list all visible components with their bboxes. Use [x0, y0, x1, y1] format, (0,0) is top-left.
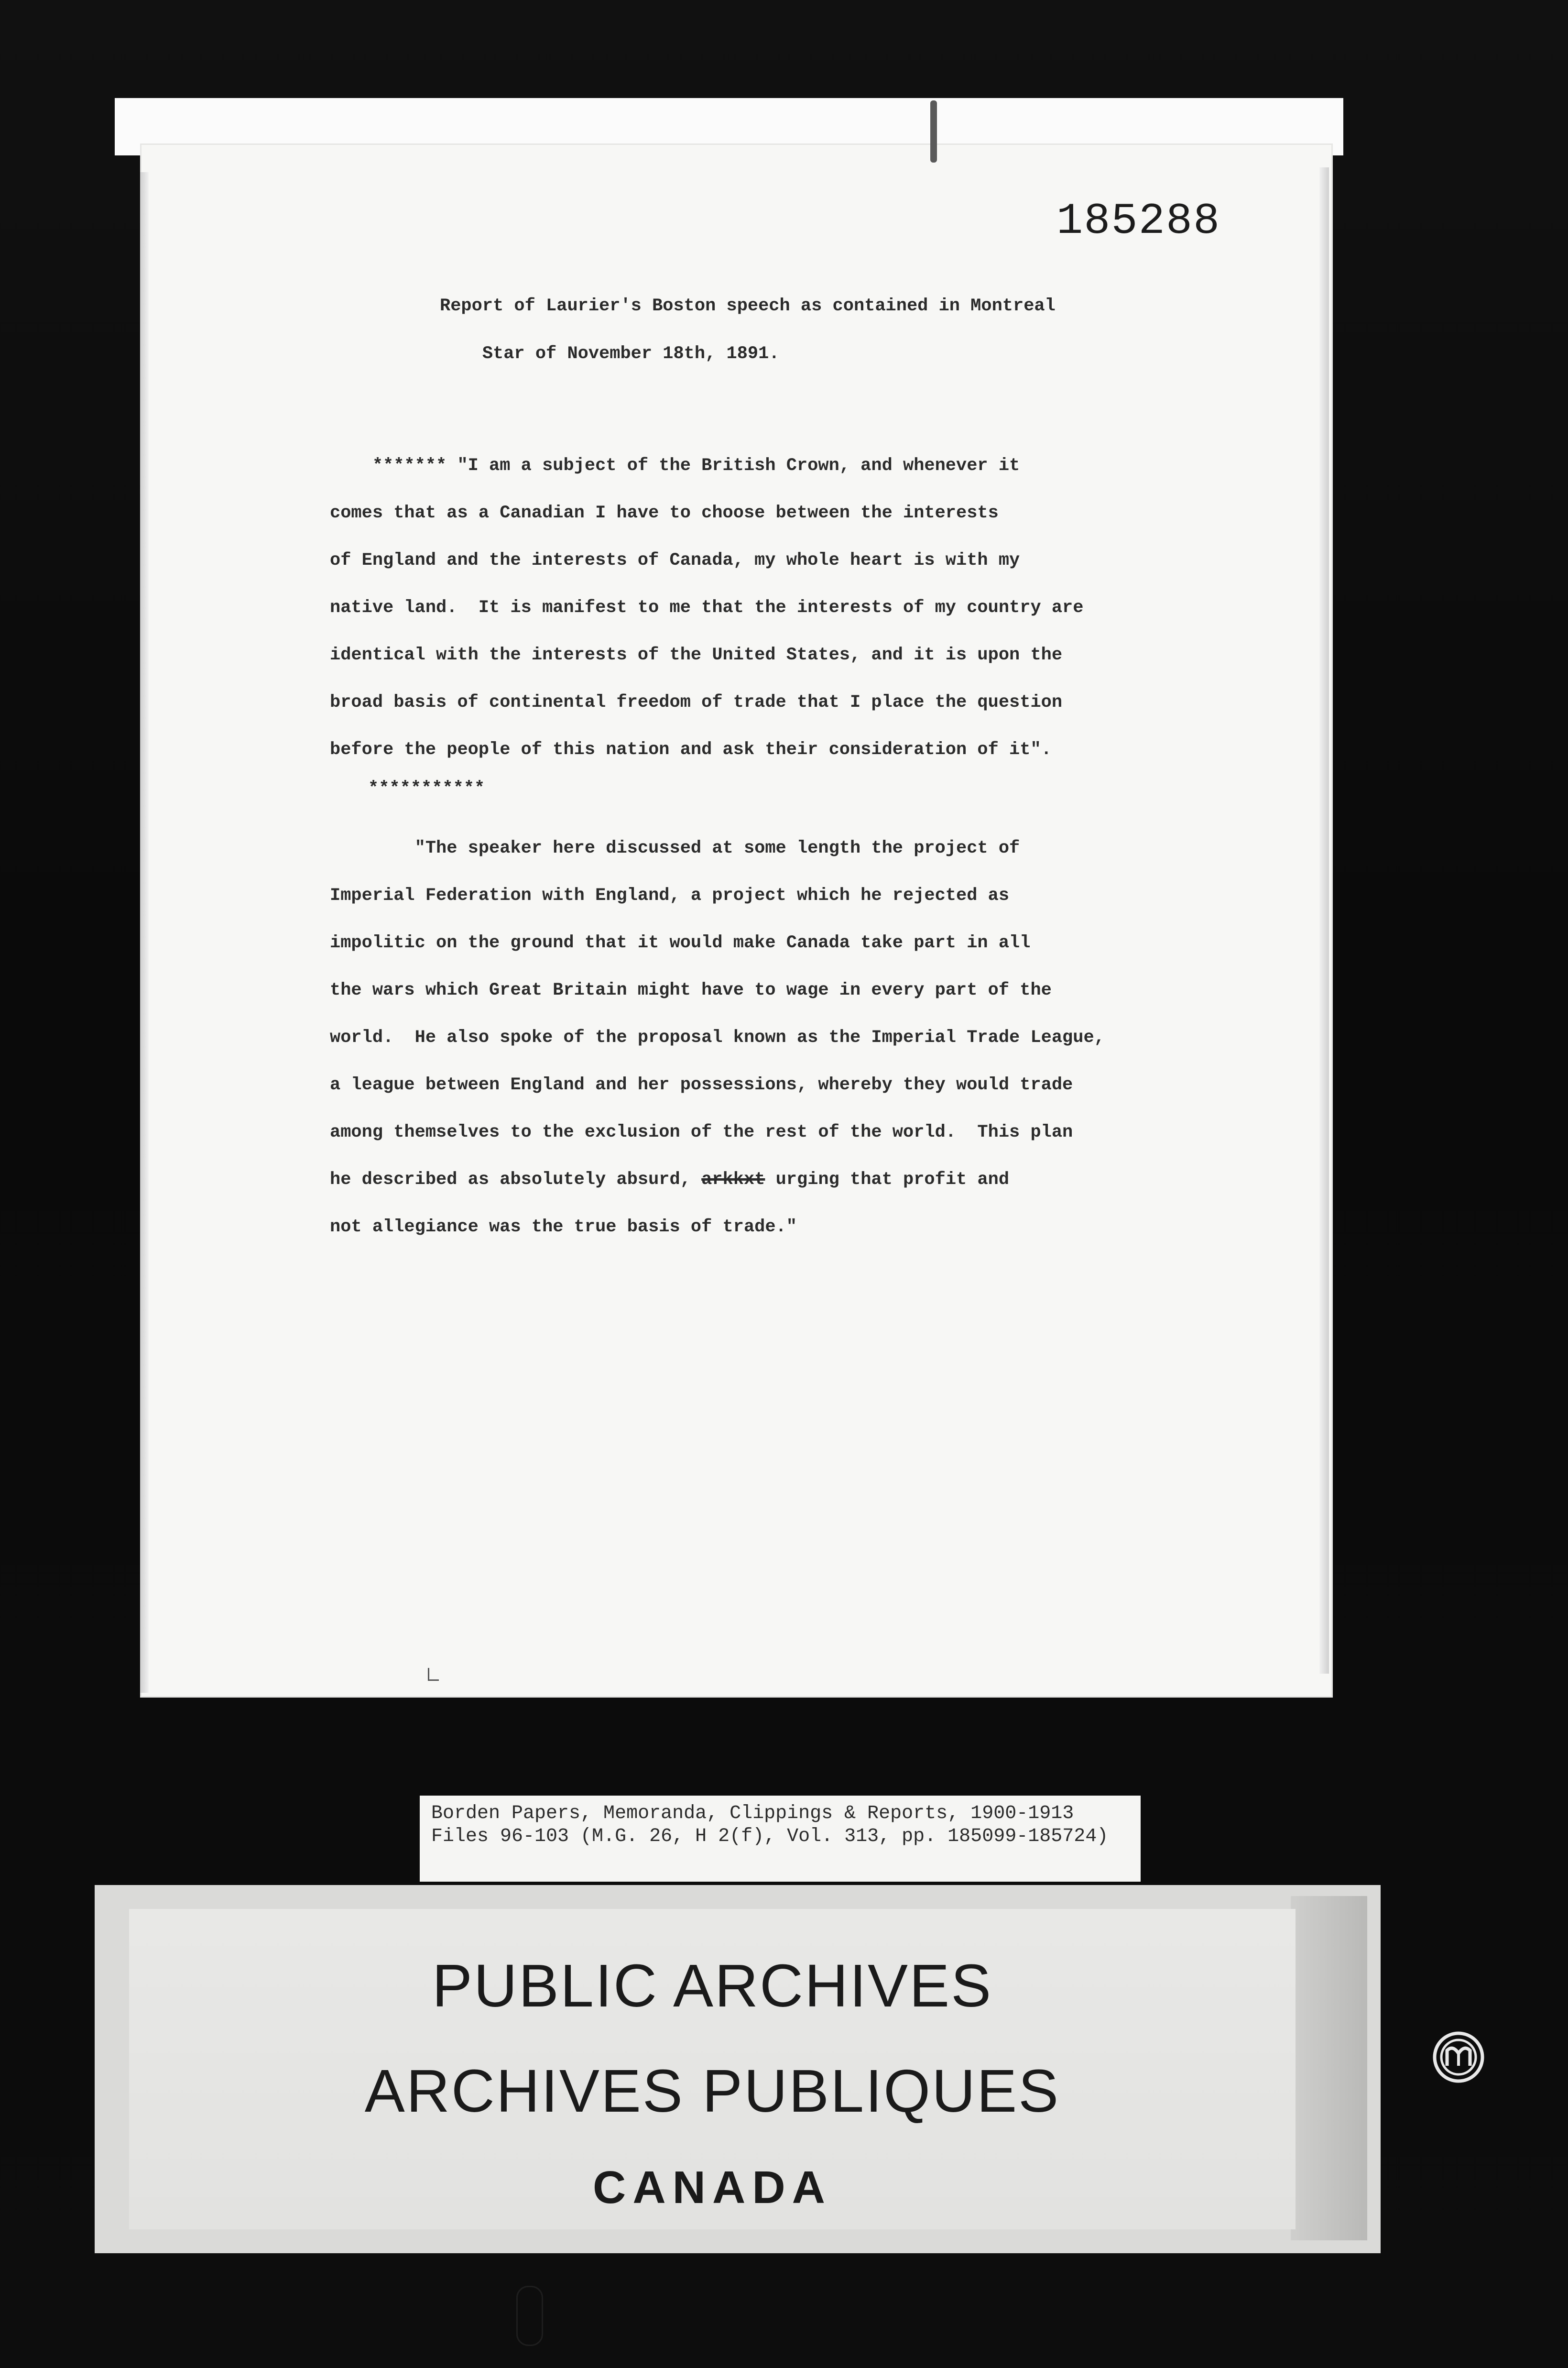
text-line: of England and the interests of Canada, my whole heart is with my: [330, 550, 1020, 570]
text-segment: urging that profit and: [765, 1170, 1010, 1190]
archive-card-edge: [1291, 1896, 1367, 2240]
text-line: "The speaker here discussed at some length the project of: [330, 838, 1020, 858]
page-shadow-left: [140, 172, 149, 1693]
text-line: impolitic on the ground that it would make Canada take part in all: [330, 933, 1031, 953]
text-line: identical with the interests of the United States, and it is upon the: [330, 645, 1063, 665]
text-line: Imperial Federation with England, a project which he rejected as: [330, 886, 1010, 906]
text-line: before the people of this nation and ask their consideration of it".: [330, 740, 1052, 760]
text-line: world. He also spoke of the proposal known as the Imperial Trade League,: [330, 1028, 1105, 1048]
citation-label: [420, 1796, 1141, 1882]
document-title: [440, 282, 1157, 378]
citation-line: Files 96-103 (M.G. 26, H 2(f), Vol. 313, pp. 185099-185724): [431, 1826, 1109, 1847]
text-line: among themselves to the exclusion of the rest of the world. This plan: [330, 1122, 1073, 1142]
archive-country: CANADA: [593, 2162, 832, 2213]
text-line: native land. It is manifest to me that the interests of my country are: [330, 598, 1084, 618]
citation-line: Borden Papers, Memoranda, Clippings & Reports, 1900-1913: [431, 1803, 1074, 1824]
struck-out-word: arkkxt: [701, 1170, 765, 1190]
archive-name-french: ARCHIVES PUBLIQUES: [364, 2057, 1060, 2125]
text-line: broad basis of continental freedom of trade that I place the question: [330, 692, 1063, 713]
stray-pencil-mark: [428, 1668, 439, 1681]
film-sprocket-mark: [516, 2286, 543, 2346]
text-line: [330, 1170, 1009, 1190]
page-shadow-right: [1319, 167, 1329, 1674]
asterisk-separator: ***********: [368, 778, 485, 799]
title-line: Report of Laurier's Boston speech as contained in Montreal: [440, 296, 1056, 316]
report-paragraph: [330, 825, 1238, 1251]
text-line: comes that as a Canadian I have to choose between the interests: [330, 503, 999, 523]
tear-mark: [930, 100, 937, 163]
text-line: not allegiance was the true basis of trade.": [330, 1217, 797, 1237]
text-line: a league between England and her possessions, whereby they would trade: [330, 1075, 1073, 1095]
title-line: Star of November 18th, 1891.: [440, 344, 780, 364]
text-line: the wars which Great Britain might have to wage in every part of the: [330, 980, 1052, 1000]
text-line: ******* "I am a subject of the British Crown, and whenever it: [330, 456, 1020, 476]
archives-emblem-icon: [1432, 2030, 1485, 2084]
page-number: 185288: [1056, 196, 1221, 246]
text-segment: he described as absolutely absurd,: [330, 1170, 702, 1190]
quote-paragraph: [330, 442, 1238, 774]
archive-name-english: PUBLIC ARCHIVES: [432, 1952, 993, 2019]
